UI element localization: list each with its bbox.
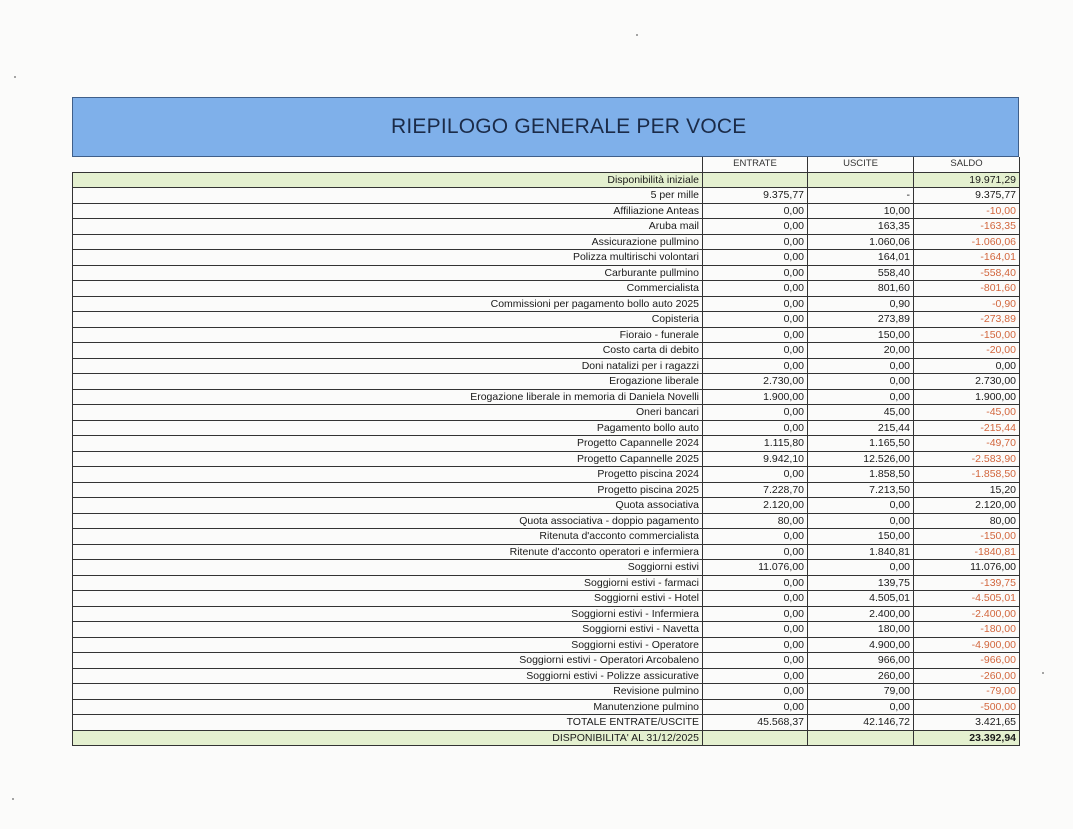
table-row (73, 684, 1020, 700)
entrate-cell: 2.730,00 (703, 374, 808, 390)
uscite-cell: 7.213,50 (808, 482, 914, 498)
entrate-cell: 0,00 (703, 296, 808, 312)
row-label: Progetto Capannelle 2024 (73, 436, 703, 452)
row-label: Ritenute d'acconto operatori e infermiera (73, 544, 703, 560)
entrate-cell: 0,00 (703, 606, 808, 622)
table-row (73, 560, 1020, 576)
row-label: Quota associativa (73, 498, 703, 514)
saldo-cell: -1840,81 (914, 544, 1020, 560)
uscite-cell: 42.146,72 (808, 715, 914, 731)
row-label: Polizza multirischi volontari (73, 250, 703, 266)
entrate-cell: 0,00 (703, 420, 808, 436)
entrate-cell: 9.942,10 (703, 451, 808, 467)
entrate-cell: 0,00 (703, 312, 808, 328)
opening-balance-row (73, 172, 1020, 188)
row-label: Soggiorni estivi - Operatore (73, 637, 703, 653)
entrate-cell: 9.375,77 (703, 188, 808, 204)
table-row (73, 544, 1020, 560)
entrate-cell: 0,00 (703, 343, 808, 359)
entrate-cell: 0,00 (703, 265, 808, 281)
saldo-cell: -558,40 (914, 265, 1020, 281)
saldo-cell: 3.421,65 (914, 715, 1020, 731)
table-row (73, 513, 1020, 529)
row-label: Soggiorni estivi - Hotel (73, 591, 703, 607)
entrate-cell: 0,00 (703, 203, 808, 219)
saldo-cell: -163,35 (914, 219, 1020, 235)
row-label: Carburante pullmino (73, 265, 703, 281)
table-row (73, 482, 1020, 498)
saldo-cell: -20,00 (914, 343, 1020, 359)
uscite-cell: 45,00 (808, 405, 914, 421)
uscite-cell: 20,00 (808, 343, 914, 359)
table-row (73, 575, 1020, 591)
entrate-cell: 80,00 (703, 513, 808, 529)
table-row (73, 591, 1020, 607)
entrate-cell: 11.076,00 (703, 560, 808, 576)
saldo-cell: -0,90 (914, 296, 1020, 312)
uscite-cell: 0,00 (808, 498, 914, 514)
entrate-cell: 0,00 (703, 250, 808, 266)
row-label: 5 per mille (73, 188, 703, 204)
uscite-cell: 260,00 (808, 668, 914, 684)
uscite-cell: 558,40 (808, 265, 914, 281)
table-row (73, 312, 1020, 328)
entrate-cell: 0,00 (703, 575, 808, 591)
entrate-cell: 0,00 (703, 405, 808, 421)
entrate-cell: 0,00 (703, 281, 808, 297)
saldo-cell: -966,00 (914, 653, 1020, 669)
uscite-cell: 12.526,00 (808, 451, 914, 467)
row-label: Commissioni per pagamento bollo auto 2025 (73, 296, 703, 312)
column-header-uscite: USCITE (808, 157, 914, 172)
saldo-cell: -801,60 (914, 281, 1020, 297)
entrate-cell: 0,00 (703, 544, 808, 560)
uscite-cell: 79,00 (808, 684, 914, 700)
closing-balance-row (73, 730, 1020, 746)
entrate-cell: 7.228,70 (703, 482, 808, 498)
summary-table (72, 157, 1020, 746)
row-label: Affiliazione Anteas (73, 203, 703, 219)
uscite-cell: 0,00 (808, 699, 914, 715)
row-label: Soggiorni estivi - Operatori Arcobaleno (73, 653, 703, 669)
saldo-cell: 11.076,00 (914, 560, 1020, 576)
table-row (73, 203, 1020, 219)
total-row (73, 715, 1020, 731)
saldo-cell: -2.583,90 (914, 451, 1020, 467)
row-label: Ritenuta d'acconto commercialista (73, 529, 703, 545)
row-label: Aruba mail (73, 219, 703, 235)
table-row (73, 327, 1020, 343)
entrate-cell (703, 730, 808, 746)
uscite-cell: 273,89 (808, 312, 914, 328)
entrate-cell: 0,00 (703, 234, 808, 250)
saldo-cell: -1.060,06 (914, 234, 1020, 250)
uscite-cell: 180,00 (808, 622, 914, 638)
row-label: Pagamento bollo auto (73, 420, 703, 436)
table-row (73, 498, 1020, 514)
entrate-cell: 45.568,37 (703, 715, 808, 731)
row-label: TOTALE ENTRATE/USCITE (73, 715, 703, 731)
row-label: Progetto piscina 2024 (73, 467, 703, 483)
table-row (73, 188, 1020, 204)
row-label: Soggiorni estivi - Infermiera (73, 606, 703, 622)
table-row (73, 420, 1020, 436)
column-header-row (73, 157, 1020, 172)
column-header-entrate: ENTRATE (703, 157, 808, 172)
opening-uscite (808, 172, 914, 188)
page-title: RIEPILOGO GENERALE PER VOCE (391, 115, 747, 138)
row-label: Quota associativa - doppio pagamento (73, 513, 703, 529)
entrate-cell: 0,00 (703, 219, 808, 235)
table-row (73, 219, 1020, 235)
row-label: Progetto piscina 2025 (73, 482, 703, 498)
row-label: Soggiorni estivi - Polizze assicurative (73, 668, 703, 684)
row-label: Copisteria (73, 312, 703, 328)
uscite-cell (808, 730, 914, 746)
saldo-cell: 0,00 (914, 358, 1020, 374)
uscite-cell: 150,00 (808, 327, 914, 343)
opening-entrate (703, 172, 808, 188)
uscite-cell: 2.400,00 (808, 606, 914, 622)
saldo-cell: -500,00 (914, 699, 1020, 715)
saldo-cell: -4.505,01 (914, 591, 1020, 607)
table-row (73, 668, 1020, 684)
saldo-cell: -164,01 (914, 250, 1020, 266)
row-label: Commercialista (73, 281, 703, 297)
entrate-cell: 1.115,80 (703, 436, 808, 452)
uscite-cell: 1.060,06 (808, 234, 914, 250)
table-row (73, 451, 1020, 467)
uscite-cell: 0,00 (808, 374, 914, 390)
saldo-cell: 9.375,77 (914, 188, 1020, 204)
table-row (73, 637, 1020, 653)
uscite-cell: 0,90 (808, 296, 914, 312)
saldo-cell: -139,75 (914, 575, 1020, 591)
table-row (73, 405, 1020, 421)
table-row (73, 389, 1020, 405)
table-row (73, 467, 1020, 483)
table-row (73, 529, 1020, 545)
scan-speck (1042, 672, 1044, 674)
uscite-cell: 1.165,50 (808, 436, 914, 452)
summary-sheet (72, 97, 1019, 746)
uscite-cell: 1.858,50 (808, 467, 914, 483)
row-label: Revisione pulmino (73, 684, 703, 700)
row-label: Assicurazione pullmino (73, 234, 703, 250)
entrate-cell: 0,00 (703, 467, 808, 483)
saldo-cell: 23.392,94 (914, 730, 1020, 746)
table-row (73, 265, 1020, 281)
table-row (73, 436, 1020, 452)
row-label: Soggiorni estivi - Navetta (73, 622, 703, 638)
table-row (73, 622, 1020, 638)
saldo-cell: -180,00 (914, 622, 1020, 638)
uscite-cell: 150,00 (808, 529, 914, 545)
saldo-cell: -215,44 (914, 420, 1020, 436)
saldo-cell: -273,89 (914, 312, 1020, 328)
entrate-cell: 0,00 (703, 699, 808, 715)
uscite-cell: 0,00 (808, 358, 914, 374)
uscite-cell: 164,01 (808, 250, 914, 266)
saldo-cell: -10,00 (914, 203, 1020, 219)
table-row (73, 343, 1020, 359)
entrate-cell: 0,00 (703, 668, 808, 684)
uscite-cell: 1.840,81 (808, 544, 914, 560)
saldo-cell: -150,00 (914, 327, 1020, 343)
entrate-cell: 1.900,00 (703, 389, 808, 405)
header-blank-cell (73, 157, 703, 172)
table-row (73, 699, 1020, 715)
uscite-cell: 163,35 (808, 219, 914, 235)
uscite-cell: 0,00 (808, 389, 914, 405)
saldo-cell: -45,00 (914, 405, 1020, 421)
saldo-cell: -4.900,00 (914, 637, 1020, 653)
row-label: Soggiorni estivi - farmaci (73, 575, 703, 591)
table-row (73, 606, 1020, 622)
row-label: Soggiorni estivi (73, 560, 703, 576)
row-label: Costo carta di debito (73, 343, 703, 359)
row-label: Progetto Capannelle 2025 (73, 451, 703, 467)
row-label: Fioraio - funerale (73, 327, 703, 343)
table-row (73, 374, 1020, 390)
table-row (73, 281, 1020, 297)
table-row (73, 296, 1020, 312)
saldo-cell: -2.400,00 (914, 606, 1020, 622)
row-label: Manutenzione pulmino (73, 699, 703, 715)
entrate-cell: 2.120,00 (703, 498, 808, 514)
row-label: Oneri bancari (73, 405, 703, 421)
uscite-cell: 0,00 (808, 560, 914, 576)
column-header-saldo: SALDO (914, 157, 1020, 172)
uscite-cell: 4.505,01 (808, 591, 914, 607)
entrate-cell: 0,00 (703, 327, 808, 343)
uscite-cell: 139,75 (808, 575, 914, 591)
saldo-cell: -1.858,50 (914, 467, 1020, 483)
entrate-cell: 0,00 (703, 529, 808, 545)
table-row (73, 250, 1020, 266)
row-label: Erogazione liberale in memoria di Daniela Novelli (73, 389, 703, 405)
saldo-cell: -150,00 (914, 529, 1020, 545)
uscite-cell: - (808, 188, 914, 204)
opening-label: Disponibilità iniziale (73, 172, 703, 188)
saldo-cell: 2.730,00 (914, 374, 1020, 390)
scan-speck (14, 76, 16, 78)
uscite-cell: 4.900,00 (808, 637, 914, 653)
uscite-cell: 966,00 (808, 653, 914, 669)
row-label: DISPONIBILITA' AL 31/12/2025 (73, 730, 703, 746)
table-row (73, 358, 1020, 374)
entrate-cell: 0,00 (703, 684, 808, 700)
entrate-cell: 0,00 (703, 622, 808, 638)
table-row (73, 234, 1020, 250)
saldo-cell: 80,00 (914, 513, 1020, 529)
saldo-cell: 15,20 (914, 482, 1020, 498)
uscite-cell: 801,60 (808, 281, 914, 297)
row-label: Erogazione liberale (73, 374, 703, 390)
entrate-cell: 0,00 (703, 653, 808, 669)
scan-speck (12, 798, 14, 800)
saldo-cell: 1.900,00 (914, 389, 1020, 405)
table-row (73, 653, 1020, 669)
scan-speck (636, 34, 638, 36)
opening-saldo: 19.971,29 (914, 172, 1020, 188)
row-label: Doni natalizi per i ragazzi (73, 358, 703, 374)
saldo-cell: -49,70 (914, 436, 1020, 452)
uscite-cell: 10,00 (808, 203, 914, 219)
saldo-cell: 2.120,00 (914, 498, 1020, 514)
saldo-cell: -79,00 (914, 684, 1020, 700)
uscite-cell: 0,00 (808, 513, 914, 529)
entrate-cell: 0,00 (703, 637, 808, 653)
uscite-cell: 215,44 (808, 420, 914, 436)
saldo-cell: -260,00 (914, 668, 1020, 684)
title-banner (72, 97, 1019, 157)
entrate-cell: 0,00 (703, 358, 808, 374)
entrate-cell: 0,00 (703, 591, 808, 607)
